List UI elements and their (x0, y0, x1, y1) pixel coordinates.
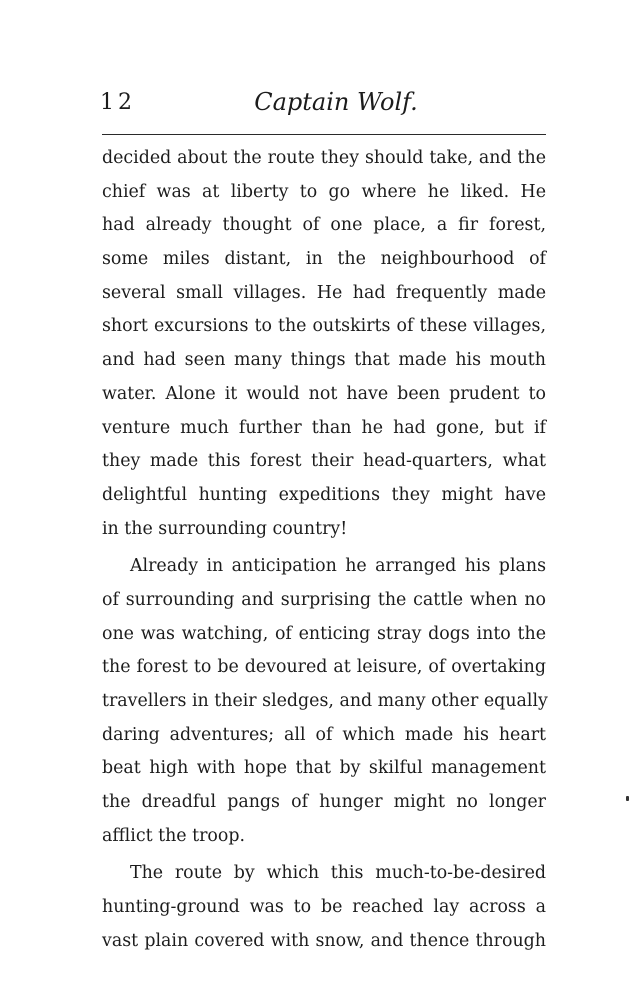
text-line: short excursions to the outskirts of these villages, (102, 316, 546, 337)
text-line: delightful hunting expeditions they might have (102, 484, 546, 505)
text-line: some miles distant, in the neighbourhood of (102, 249, 546, 270)
ink-speck (626, 796, 629, 801)
text-line: travellers in their sledges, and many other equally (102, 691, 548, 711)
text-line: several small villages. He had frequently made (102, 282, 546, 303)
text-line: The route by which this much-to-be-desired (130, 863, 546, 884)
body-text (102, 142, 546, 959)
text-line: afflict the troop. (102, 825, 246, 846)
text-line: they made this forest their head-quarters, what (102, 451, 546, 472)
text-line: venture much further than he had gone, but if (102, 417, 546, 438)
text-line: and had seen many things that made his mouth (102, 350, 546, 371)
text-line: decided about the route they should take, and the (102, 148, 546, 168)
text-line: in the surrounding country! (102, 518, 348, 539)
text-line: beat high with hope that by skilful management (102, 758, 546, 779)
text-line: daring adventures; all of which made his heart (102, 724, 546, 745)
text-line: one was watching, of enticing stray dogs into the (102, 623, 546, 644)
text-line: hunting-ground was to be reached lay across a (102, 897, 546, 918)
page-number: 12 (100, 90, 136, 115)
text-line: chief was at liberty to go where he liked. He (102, 181, 546, 202)
header-rule (102, 134, 546, 135)
text-line: had already thought of one place, a fir forest, (102, 215, 546, 236)
text-line: the forest to be devoured at leisure, of overtaking (102, 657, 546, 678)
text-line: the dreadful pangs of hunger might no longer (102, 792, 546, 813)
text-line: vast plain covered with snow, and thence through (102, 930, 546, 951)
running-title: Captain Wolf. (254, 88, 418, 116)
text-line: of surrounding and surprising the cattle when no (102, 589, 546, 610)
text-line: water. Alone it would not have been prudent to (102, 383, 546, 404)
text-line: Already in anticipation he arranged his plans (130, 556, 546, 577)
